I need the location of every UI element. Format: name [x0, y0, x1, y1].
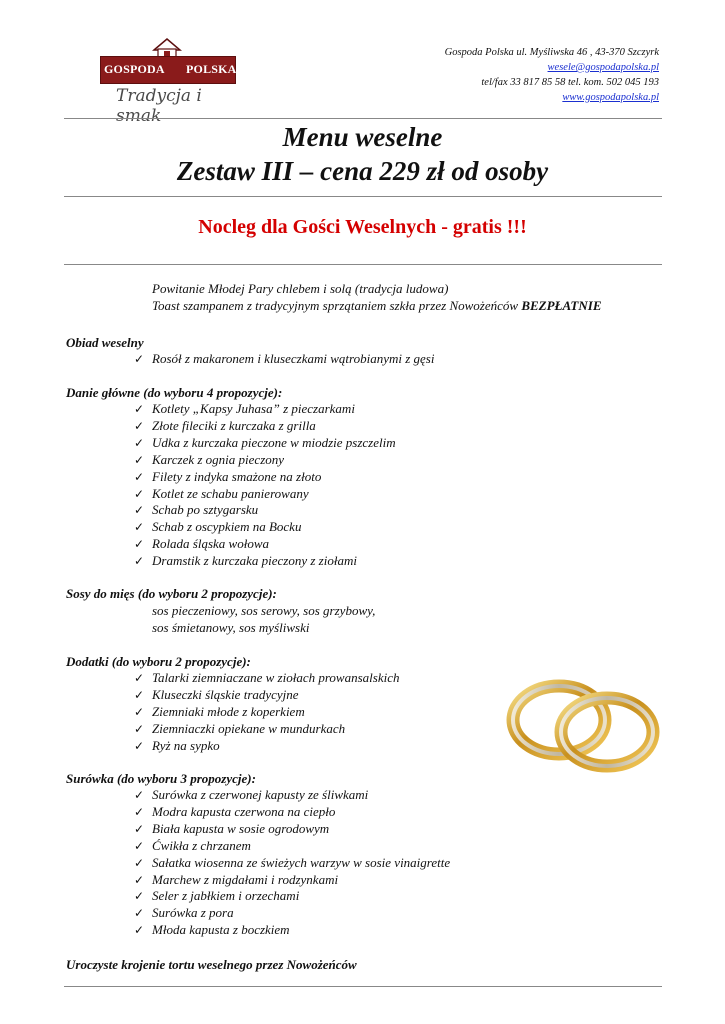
divider [64, 118, 662, 119]
list-item: ✓ Kotlet ze schabu panierowany [134, 485, 309, 501]
check-icon: ✓ [134, 687, 145, 702]
list-item: ✓ Surówka z pora [134, 905, 234, 921]
section-heading: Sosy do mięs (do wyboru 2 propozycje): [66, 586, 277, 601]
section-heading: Danie główne (do wyboru 4 propozycje): [66, 385, 283, 400]
list-item: ✓ Marchew z migdałami i rodzynkami [134, 871, 339, 887]
section-surowka [66, 770, 450, 939]
check-icon: ✓ [134, 520, 145, 535]
house-icon [152, 38, 182, 58]
wedding-rings-icon [503, 670, 663, 780]
welcome-block [152, 280, 602, 314]
check-icon: ✓ [134, 721, 145, 736]
email-link[interactable]: wesele@gospodapolska.pl [547, 62, 659, 73]
check-icon: ✓ [134, 402, 145, 416]
list-item: ✓ Schab z oscypkiem na Bocku [134, 519, 302, 535]
list-item: ✓ Rosół z makaronem i kluseczkami wątrobianymi z gęsi [134, 351, 435, 366]
divider [64, 264, 662, 265]
check-icon: ✓ [134, 889, 145, 904]
check-icon: ✓ [134, 788, 145, 802]
list-item: ✓ Złote fileciki z kurczaka z grilla [134, 417, 316, 433]
list-item: ✓ Dramstik z kurczaka pieczony z ziołami [134, 553, 357, 569]
check-icon: ✓ [134, 452, 145, 467]
check-icon: ✓ [134, 872, 145, 887]
website-link[interactable]: www.gospodapolska.pl [562, 92, 659, 103]
list-item: ✓ Kotlety „Kapsy Juhasa” z pieczarkami [134, 401, 355, 416]
list-item: ✓ Młoda kapusta z boczkiem [134, 922, 290, 938]
list-item: ✓ Seler z jabłkiem i orzechami [134, 888, 300, 904]
cake-cutting-note: Uroczyste krojenie tortu weselnego przez Nowożeńców [66, 957, 357, 972]
list-item: ✓ Schab po sztygarsku [134, 502, 259, 518]
check-icon: ✓ [134, 554, 145, 569]
check-icon: ✓ [134, 418, 145, 433]
check-icon: ✓ [134, 821, 145, 836]
list-item: ✓ Rolada śląska wołowa [134, 536, 270, 552]
list-item: ✓ Modra kapusta czerwona na ciepło [134, 803, 336, 819]
welcome-line-1: Powitanie Młodej Pary chlebem i solą (tradycja ludowa) [152, 281, 449, 296]
list-item: ✓ Ziemniaki młode z koperkiem [134, 703, 305, 719]
gratis-notice: Nocleg dla Gości Weselnych - gratis !!! [198, 216, 527, 238]
logo-brand-right: POLSKA [186, 62, 237, 76]
divider [64, 196, 662, 197]
contact-block [445, 45, 659, 105]
check-icon: ✓ [134, 537, 145, 552]
check-icon: ✓ [134, 855, 145, 870]
check-icon: ✓ [134, 804, 145, 819]
list-item: ✓ Ziemniaczki opiekane w mundurkach [134, 720, 346, 736]
divider [64, 986, 662, 987]
list-item: ✓ Biała kapusta w sosie ogrodowym [134, 820, 330, 836]
menu-title: Menu weselne [282, 122, 443, 152]
list-item: ✓ Sałatka wiosenna ze świeżych warzyw w sosie vinaigrette [134, 854, 451, 870]
check-icon: ✓ [134, 906, 145, 921]
check-icon: ✓ [134, 671, 145, 685]
section-heading: Dodatki (do wyboru 2 propozycje): [66, 654, 251, 669]
list-item: ✓ Karczek z ognia pieczony [134, 451, 285, 467]
section-dodatki [66, 653, 399, 755]
list-item: ✓ Surówka z czerwonej kapusty ze śliwkami [134, 787, 369, 802]
section-obiad [66, 334, 434, 368]
list-item: ✓ Ćwikła z chrzanem [134, 837, 251, 853]
check-icon: ✓ [134, 486, 145, 501]
logo [100, 38, 237, 126]
welcome-line-2: Toast szampanem z tradycyjnym sprzątaniem szkła przez Nowożeńców [152, 298, 519, 313]
sauce-line-2: sos śmietanowy, sos myśliwski [152, 620, 310, 635]
list-item: ✓ Ryż na sypko [134, 737, 220, 753]
sauce-line-1: sos pieczeniowy, sos serowy, sos grzybowy, [152, 603, 376, 618]
section-danie [66, 384, 396, 570]
check-icon: ✓ [134, 435, 145, 450]
check-icon: ✓ [134, 838, 145, 853]
check-icon: ✓ [134, 352, 145, 366]
list-item: ✓ Udka z kurczaka pieczone w miodzie pszczelim [134, 434, 396, 450]
free-label: BEZPŁATNIE [521, 298, 602, 313]
check-icon: ✓ [134, 503, 145, 518]
check-icon: ✓ [134, 923, 145, 938]
list-item: ✓ Talarki ziemniaczane w ziołach prowansalskich [134, 670, 400, 685]
section-heading: Surówka (do wyboru 3 propozycje): [66, 771, 256, 786]
check-icon: ✓ [134, 738, 145, 753]
section-sosy [66, 585, 375, 636]
menu-subtitle: Zestaw III – cena 229 zł od osoby [176, 156, 549, 186]
check-icon: ✓ [134, 469, 145, 484]
logo-brand-left: GOSPODA [104, 62, 165, 76]
list-item: ✓ Kluseczki śląskie tradycyjne [134, 686, 299, 702]
check-icon: ✓ [134, 704, 145, 719]
list-item: ✓ Filety z indyka smażone na złoto [134, 468, 322, 484]
phones: tel/fax 33 817 85 58 tel. kom. 502 045 193 [481, 77, 659, 88]
section-heading: Obiad weselny [66, 335, 144, 350]
address: Gospoda Polska ul. Myśliwska 46 , 43-370 Szczyrk [444, 47, 659, 58]
logo-tagline: Tradycja i smak [116, 86, 202, 126]
